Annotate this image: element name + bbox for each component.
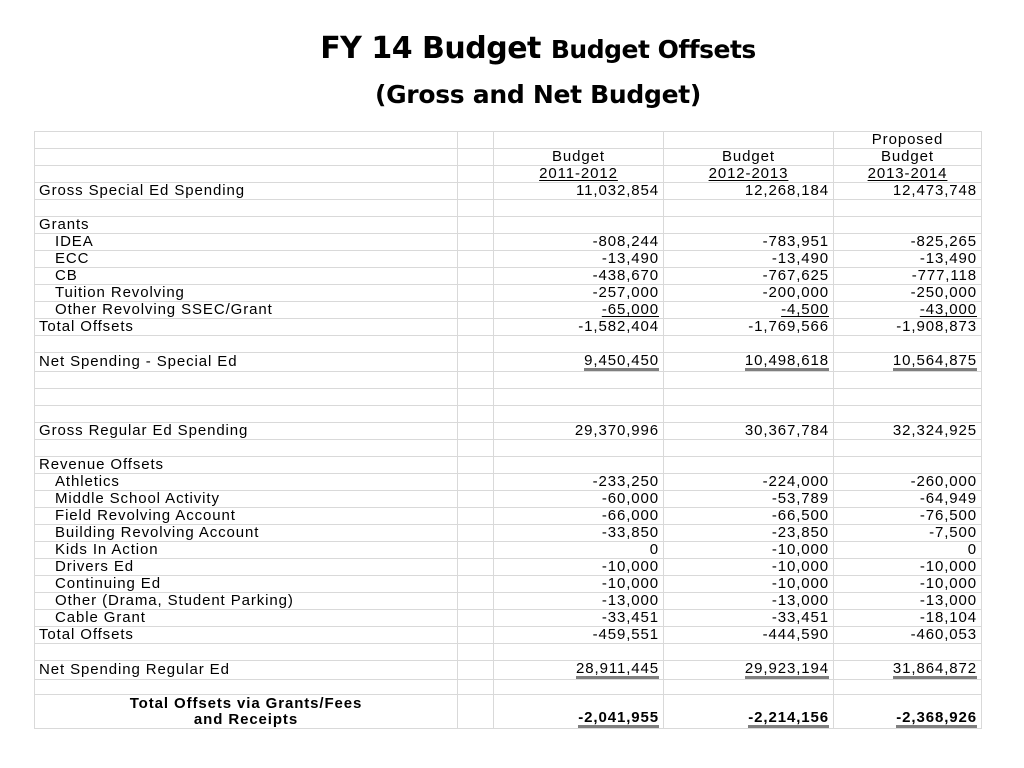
title-line-2: (Gross and Net Budget) (374, 80, 702, 109)
header-year-1: 2011-2012 (539, 165, 618, 182)
table-row (35, 457, 982, 474)
cell-value: -2,368,926 (896, 709, 977, 726)
header-row-1 (35, 132, 982, 149)
cell-value: -767,625 (664, 268, 834, 285)
title-main: FY 14 Budget (320, 31, 541, 66)
table-row (35, 234, 982, 251)
row-label: Gross Regular Ed Spending (35, 423, 458, 440)
table-row (35, 559, 982, 576)
row-label: Building Revolving Account (35, 525, 458, 542)
header-proposed: Proposed (834, 132, 982, 149)
table-row (35, 593, 982, 610)
cell-value: -13,490 (834, 251, 982, 268)
cell-value: -10,000 (834, 559, 982, 576)
cell-value: -224,000 (664, 474, 834, 491)
row-label: Middle School Activity (35, 491, 458, 508)
blank-row (35, 336, 982, 353)
table-row (35, 251, 982, 268)
table-row (35, 576, 982, 593)
cell-value: -459,551 (494, 627, 664, 644)
cell-value: -13,490 (664, 251, 834, 268)
cell-value: 28,911,445 (576, 660, 659, 677)
row-label: Total Offsets (35, 319, 458, 336)
cell-value: -33,451 (494, 610, 664, 627)
subtotal-row (35, 319, 982, 336)
blank-row (35, 644, 982, 661)
cell-value: 10,498,618 (744, 352, 829, 369)
cell-value: -257,000 (494, 285, 664, 302)
row-label: Drivers Ed (35, 559, 458, 576)
header-row-2 (35, 149, 982, 166)
cell-value: -66,500 (664, 508, 834, 525)
header-row-3 (35, 166, 982, 183)
row-label: Gross Special Ed Spending (35, 183, 458, 200)
header-year-3: 2013-2014 (867, 165, 948, 182)
net-row (35, 353, 982, 372)
header-year-2: 2012-2013 (708, 165, 789, 182)
cell-value: -444,590 (664, 627, 834, 644)
cell-value: -460,053 (834, 627, 982, 644)
row-label: ECC (35, 251, 458, 268)
header-budget-1: Budget (494, 149, 664, 166)
row-label: Cable Grant (35, 610, 458, 627)
grand-total-label-line-1: Total Offsets via Grants/Fees (129, 694, 363, 712)
blank-row (35, 389, 982, 406)
cell-value: 31,864,872 (892, 660, 977, 677)
table-row (35, 491, 982, 508)
blank-row (35, 200, 982, 217)
cell-value: -7,500 (834, 525, 982, 542)
table-row (35, 423, 982, 440)
grand-total-label-line-2: and Receipts (193, 710, 299, 728)
section-label: Revenue Offsets (35, 457, 458, 474)
cell-value: -33,850 (494, 525, 664, 542)
blank-row (35, 680, 982, 695)
table-row (35, 268, 982, 285)
cell-value: -808,244 (494, 234, 664, 251)
slide-title (0, 30, 1024, 113)
cell-value: -18,104 (834, 610, 982, 627)
row-label: Continuing Ed (35, 576, 458, 593)
cell-value: 30,367,784 (664, 423, 834, 440)
section-label: Grants (35, 217, 458, 234)
row-label: Net Spending - Special Ed (35, 353, 458, 372)
cell-value: -1,582,404 (494, 319, 664, 336)
cell-value: -10,000 (664, 576, 834, 593)
cell-value: -60,000 (494, 491, 664, 508)
cell-value: -33,451 (664, 610, 834, 627)
cell-value: -13,000 (834, 593, 982, 610)
row-label: Other (Drama, Student Parking) (35, 593, 458, 610)
row-label: Other Revolving SSEC/Grant (35, 302, 458, 319)
row-label: Tuition Revolving (35, 285, 458, 302)
cell-value: -66,000 (494, 508, 664, 525)
cell-value: -438,670 (494, 268, 664, 285)
row-label: Total Offsets (35, 627, 458, 644)
budget-table (34, 131, 982, 729)
cell-value: 29,370,996 (494, 423, 664, 440)
cell-value: -4,500 (781, 301, 829, 318)
cell-value: 0 (494, 542, 664, 559)
cell-value: -2,214,156 (748, 709, 829, 726)
table-row (35, 542, 982, 559)
cell-value: -200,000 (664, 285, 834, 302)
table-row (35, 285, 982, 302)
cell-value: -10,000 (834, 576, 982, 593)
cell-value: -1,908,873 (834, 319, 982, 336)
row-label: Field Revolving Account (35, 508, 458, 525)
table-row (35, 183, 982, 200)
blank-row (35, 372, 982, 389)
table-row (35, 525, 982, 542)
cell-value: 11,032,854 (494, 183, 664, 200)
row-label: Athletics (35, 474, 458, 491)
cell-value: -43,000 (919, 301, 977, 318)
cell-value: -1,769,566 (664, 319, 834, 336)
cell-value: -10,000 (494, 576, 664, 593)
cell-value: 12,268,184 (664, 183, 834, 200)
cell-value: -260,000 (834, 474, 982, 491)
cell-value: -13,000 (664, 593, 834, 610)
table-row (35, 217, 982, 234)
cell-value: 9,450,450 (584, 352, 659, 369)
row-label: Kids In Action (35, 542, 458, 559)
cell-value: -233,250 (494, 474, 664, 491)
cell-value: -76,500 (834, 508, 982, 525)
cell-value: -13,000 (494, 593, 664, 610)
cell-value: -825,265 (834, 234, 982, 251)
row-label: CB (35, 268, 458, 285)
cell-value: -13,490 (494, 251, 664, 268)
title-sub: Budget Offsets (550, 35, 756, 64)
cell-value: 29,923,194 (744, 660, 829, 677)
row-label: IDEA (35, 234, 458, 251)
net-row (35, 661, 982, 680)
cell-value: -777,118 (834, 268, 982, 285)
cell-value: 12,473,748 (834, 183, 982, 200)
cell-value: -23,850 (664, 525, 834, 542)
cell-value: 0 (834, 542, 982, 559)
table-row (35, 474, 982, 491)
subtotal-row (35, 627, 982, 644)
grand-total-label (35, 695, 458, 729)
cell-value: -10,000 (494, 559, 664, 576)
grand-total-row (35, 695, 982, 729)
cell-value: -53,789 (664, 491, 834, 508)
cell-value: 32,324,925 (834, 423, 982, 440)
header-budget-3: Budget (834, 149, 982, 166)
cell-value: -783,951 (664, 234, 834, 251)
cell-value: -2,041,955 (578, 709, 659, 726)
cell-value: -65,000 (601, 301, 659, 318)
cell-value: -10,000 (664, 559, 834, 576)
table-row (35, 302, 982, 319)
row-label: Net Spending Regular Ed (35, 661, 458, 680)
header-budget-2: Budget (664, 149, 834, 166)
table-row (35, 610, 982, 627)
table-row (35, 508, 982, 525)
cell-value: -64,949 (834, 491, 982, 508)
cell-value: -10,000 (664, 542, 834, 559)
title-line-1 (0, 30, 1024, 69)
cell-value: -250,000 (834, 285, 982, 302)
cell-value: 10,564,875 (892, 352, 977, 369)
blank-row (35, 406, 982, 423)
blank-row (35, 440, 982, 457)
